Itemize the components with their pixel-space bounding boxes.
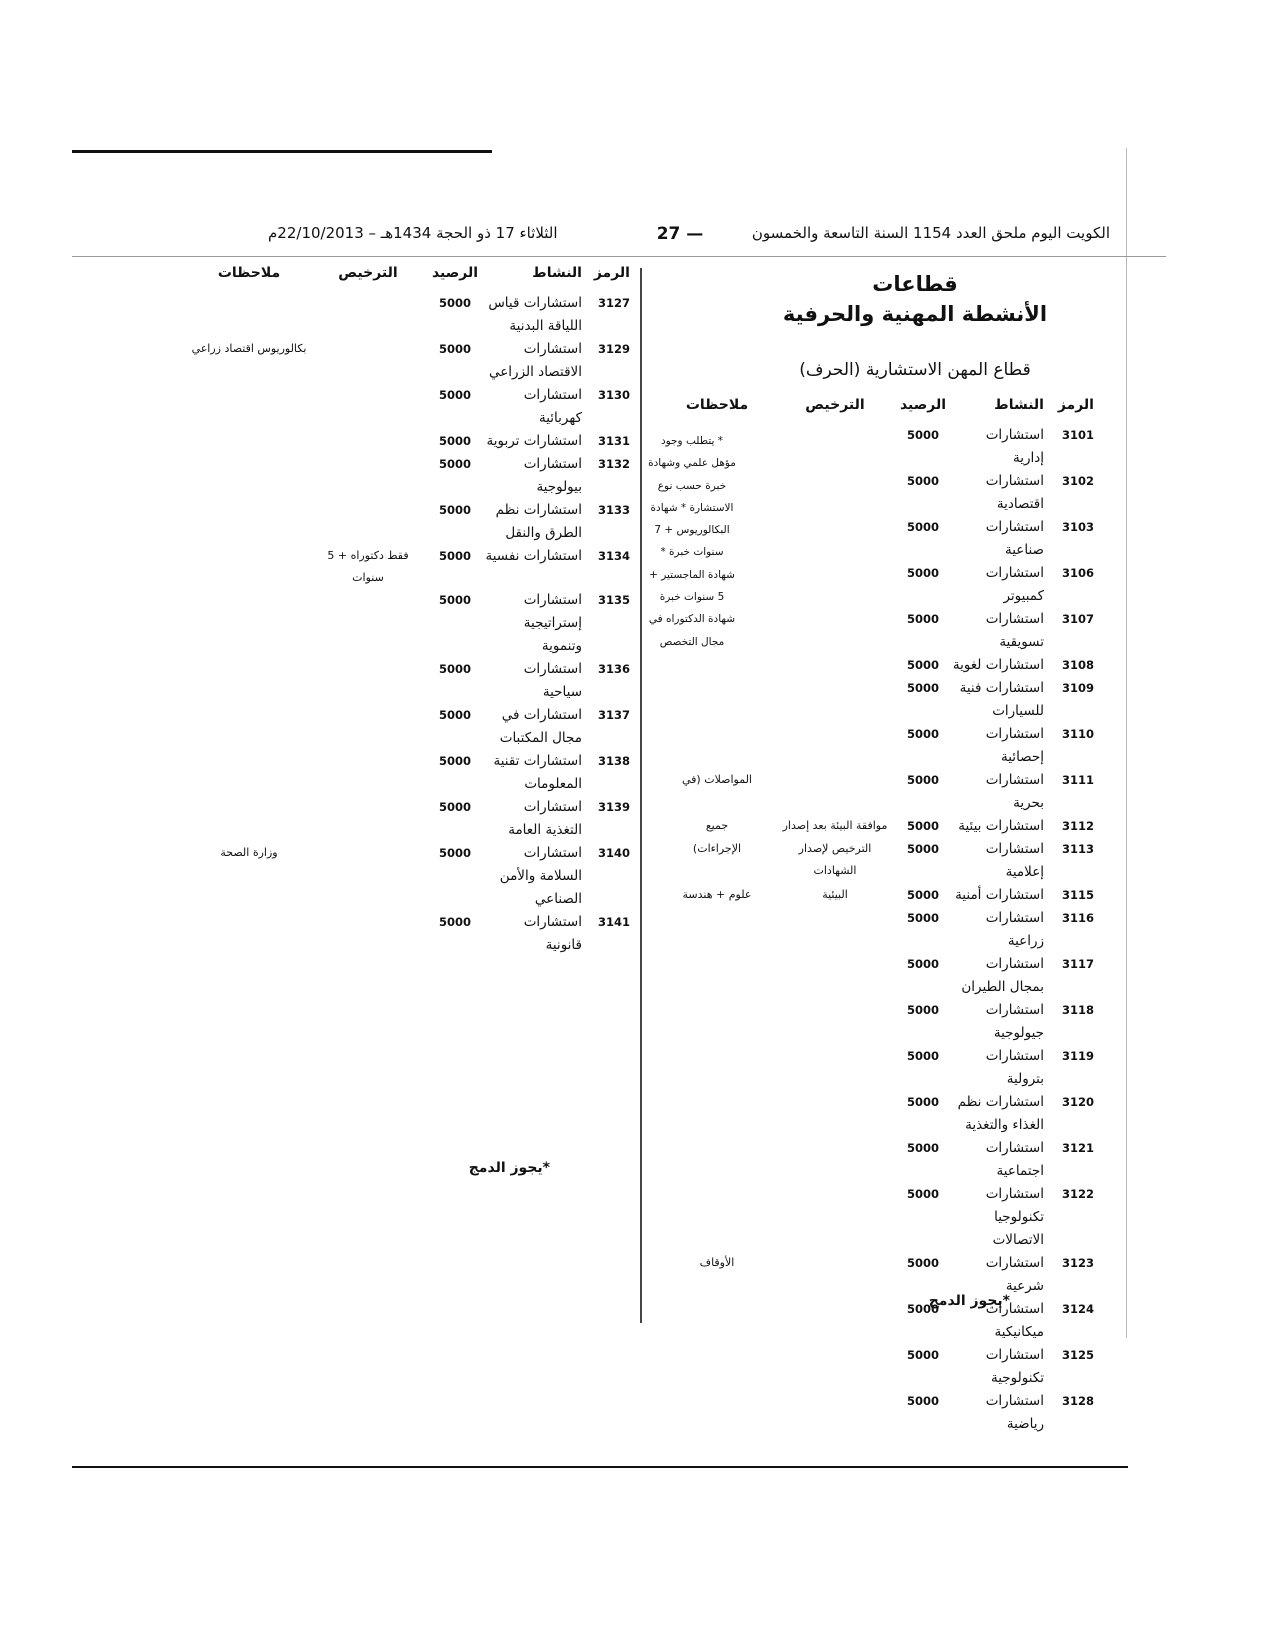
cell-licensing	[310, 292, 426, 338]
table-row	[658, 769, 1094, 815]
cell-activity: استشارات اجتماعية	[985, 1140, 1044, 1179]
cell-code: 3116	[1061, 911, 1094, 925]
cell-balance: 5000	[438, 708, 471, 722]
bottom-rule	[72, 1466, 1128, 1468]
cell-licensing	[776, 723, 894, 769]
cell-licensing	[310, 338, 426, 384]
col-activity-header: النشاط	[994, 397, 1044, 413]
cell-activity: استشارات إستراتيجية وتنموية	[523, 592, 582, 654]
cell-code: 3120	[1061, 1095, 1094, 1109]
table-row	[188, 384, 630, 430]
cell-code: 3141	[597, 915, 630, 929]
table-row	[188, 842, 630, 911]
cell-code: 3125	[1061, 1348, 1094, 1362]
cell-licensing	[776, 1390, 894, 1436]
cell-licensing	[776, 1137, 894, 1183]
cell-licensing	[776, 677, 894, 723]
cell-licensing	[776, 1045, 894, 1091]
footnote-right: *يجوز الدمج	[928, 1293, 1010, 1309]
cell-balance: 5000	[906, 520, 939, 534]
cell-licensing: الترخيص لإصدار الشهادات	[798, 842, 872, 877]
cell-code: 3112	[1061, 819, 1094, 833]
cell-remarks	[658, 1183, 776, 1252]
cell-code: 3102	[1061, 474, 1094, 488]
cell-code: 3127	[597, 296, 630, 310]
table-row	[658, 1252, 1094, 1298]
cell-code: 3133	[597, 503, 630, 517]
cell-activity: استشارات التغذية العامة	[508, 799, 582, 838]
cell-balance: 5000	[906, 1348, 939, 1362]
table-row	[658, 953, 1094, 999]
table-row	[188, 704, 630, 750]
cell-activity: استشارات كمبيوتر	[985, 565, 1044, 604]
cell-balance: 5000	[906, 1187, 939, 1201]
table-row	[188, 796, 630, 842]
cell-balance: 5000	[906, 911, 939, 925]
cell-activity: استشارات رياضية	[985, 1393, 1044, 1432]
cell-licensing	[310, 750, 426, 796]
cell-balance: 5000	[906, 819, 939, 833]
cell-licensing: موافقة البيئة بعد إصدار	[782, 819, 888, 832]
table-row	[658, 1390, 1094, 1436]
cell-activity: استشارات بيئية	[958, 818, 1044, 834]
cell-remarks	[188, 545, 310, 589]
cell-activity: استشارات بحرية	[985, 772, 1044, 811]
cell-remarks	[188, 292, 310, 338]
cell-balance: 5000	[906, 1003, 939, 1017]
cell-activity: استشارات السلامة والأمن الصناعي	[499, 845, 582, 907]
cell-activity: استشارات نظم الطرق والنقل	[495, 502, 582, 541]
cell-remarks	[658, 723, 776, 769]
cell-remarks	[188, 658, 310, 704]
cell-licensing	[310, 842, 426, 911]
cell-balance: 5000	[438, 342, 471, 356]
cell-remarks: علوم + هندسة	[682, 888, 752, 901]
cell-code: 3123	[1061, 1256, 1094, 1270]
cell-balance: 5000	[906, 612, 939, 626]
cell-activity: استشارات لغوية	[952, 657, 1044, 673]
cell-activity: استشارات قانونية	[523, 914, 582, 953]
cell-licensing	[310, 430, 426, 453]
cell-licensing	[776, 516, 894, 562]
cell-balance: 5000	[438, 549, 471, 563]
cell-code: 3138	[597, 754, 630, 768]
table-row	[188, 658, 630, 704]
cell-activity: استشارات في مجال المكتبات	[499, 707, 582, 746]
cell-activity: استشارات اقتصادية	[985, 473, 1044, 512]
cell-remarks	[188, 453, 310, 499]
cell-balance: 5000	[906, 1141, 939, 1155]
col-remarks-header: ملاحظات	[685, 397, 749, 413]
cell-remarks	[188, 796, 310, 842]
cell-licensing	[310, 704, 426, 750]
cell-remarks	[658, 1091, 776, 1137]
table-row	[658, 723, 1094, 769]
cell-code: 3130	[597, 388, 630, 402]
col-licensing-header: الترخيص	[338, 265, 398, 281]
cell-code: 3109	[1061, 681, 1094, 695]
cell-code: 3111	[1061, 773, 1094, 787]
footnote-left: *يجوز الدمج	[468, 1160, 550, 1176]
cell-remarks: بكالوريوس اقتصاد زراعي	[191, 342, 307, 355]
cell-balance: 5000	[906, 428, 939, 442]
cell-remarks	[658, 1137, 776, 1183]
table-row	[188, 338, 630, 384]
cell-licensing	[776, 999, 894, 1045]
cell-activity: استشارات شرعية	[985, 1255, 1044, 1294]
col-activity-header: النشاط	[532, 265, 582, 281]
cell-licensing: فقط دكتوراه + 5 سنوات	[327, 549, 409, 584]
cell-code: 3128	[1061, 1394, 1094, 1408]
cell-remarks: المواصلات (في	[682, 773, 752, 786]
cell-licensing	[776, 907, 894, 953]
cell-licensing	[776, 769, 894, 815]
cell-activity: استشارات تسويقية	[985, 611, 1044, 650]
cell-code: 3117	[1061, 957, 1094, 971]
cell-remarks	[188, 704, 310, 750]
cell-remarks	[188, 589, 310, 658]
cell-remarks: وزارة الصحة	[220, 846, 278, 859]
cell-activity: استشارات بمجال الطيران	[961, 956, 1044, 995]
table-row	[188, 430, 630, 453]
cell-code: 3122	[1061, 1187, 1094, 1201]
cell-remarks	[658, 999, 776, 1045]
cell-remarks	[188, 499, 310, 545]
cell-licensing	[776, 424, 894, 470]
cell-code: 3121	[1061, 1141, 1094, 1155]
cell-activity: استشارات نظم الغذاء والتغذية	[957, 1094, 1044, 1133]
cell-activity: استشارات بترولية	[985, 1048, 1044, 1087]
table-row	[658, 677, 1094, 723]
cell-remarks: الإجراءات)	[692, 842, 742, 855]
right-notes-qualifications: * يتطلب وجود مؤهل علمي وشهادة خبرة حسب نوع الاستشارة * شهادة البكالوريوس + 7 سنوات خبرة * شهادة الماجستير + 5 سنوات خبرة شهادة الدكتوراه في مجال التخصص	[648, 435, 736, 648]
cell-code: 3131	[597, 434, 630, 448]
cell-licensing	[776, 1091, 894, 1137]
cell-licensing	[776, 1252, 894, 1298]
cell-licensing	[310, 384, 426, 430]
col-balance-header: الرصيد	[431, 265, 479, 281]
cell-balance: 5000	[906, 1049, 939, 1063]
cell-licensing	[776, 1183, 894, 1252]
table-row	[658, 1137, 1094, 1183]
cell-balance: 5000	[438, 388, 471, 402]
section-title: قطاعات	[872, 272, 958, 296]
cell-activity: استشارات إعلامية	[985, 841, 1044, 880]
table-row	[658, 1045, 1094, 1091]
cell-balance: 5000	[906, 727, 939, 741]
cell-balance: 5000	[438, 662, 471, 676]
cell-licensing: البيئية	[822, 888, 848, 901]
cell-remarks	[188, 750, 310, 796]
cell-balance: 5000	[906, 474, 939, 488]
cell-balance: 5000	[906, 773, 939, 787]
cell-code: 3135	[597, 593, 630, 607]
cell-code: 3110	[1061, 727, 1094, 741]
cell-balance: 5000	[438, 593, 471, 607]
cell-remarks	[188, 384, 310, 430]
table-row	[188, 292, 630, 338]
top-rule	[72, 150, 492, 153]
cell-remarks: جميع	[705, 819, 729, 832]
cell-balance: 5000	[438, 503, 471, 517]
cell-activity: استشارات بيولوجية	[523, 456, 582, 495]
table-row	[188, 453, 630, 499]
table-row	[658, 907, 1094, 953]
cell-activity: استشارات فنية للسيارات	[959, 680, 1044, 719]
table-row	[658, 1183, 1094, 1252]
cell-activity: استشارات نفسية	[485, 548, 582, 564]
table-header-row	[658, 394, 1094, 424]
table-row	[188, 589, 630, 658]
cell-code: 3134	[597, 549, 630, 563]
table-row	[658, 815, 1094, 838]
cell-remarks	[658, 1045, 776, 1091]
cell-code: 3124	[1061, 1302, 1094, 1316]
cell-licensing	[310, 499, 426, 545]
cell-balance: 5000	[438, 800, 471, 814]
table-row	[658, 1091, 1094, 1137]
cell-licensing	[310, 911, 426, 957]
cell-activity: استشارات تقنية المعلومات	[493, 753, 582, 792]
cell-licensing	[776, 654, 894, 677]
cell-code: 3140	[597, 846, 630, 860]
cell-licensing	[776, 1344, 894, 1390]
cell-code: 3115	[1061, 888, 1094, 902]
cell-code: 3129	[597, 342, 630, 356]
cell-code: 3119	[1061, 1049, 1094, 1063]
table-row	[188, 545, 630, 589]
cell-code: 3113	[1061, 842, 1094, 856]
header-publication: الكويت اليوم ملحق العدد 1154 السنة التاسعة والخمسون	[751, 224, 1110, 242]
cell-code: 3132	[597, 457, 630, 471]
cell-balance: 5000	[438, 754, 471, 768]
activities-table-left	[188, 262, 630, 957]
table-row	[658, 1344, 1094, 1390]
cell-balance: 5000	[906, 566, 939, 580]
cell-remarks	[658, 654, 776, 677]
cell-activity: استشارات جيولوجية	[985, 1002, 1044, 1041]
cell-balance: 5000	[438, 434, 471, 448]
cell-code: 3103	[1061, 520, 1094, 534]
cell-activity: استشارات ميكانيكية	[985, 1301, 1044, 1340]
table-row	[658, 999, 1094, 1045]
cell-activity: استشارات صناعية	[985, 519, 1044, 558]
header-rule	[72, 256, 1166, 257]
table-row	[658, 838, 1094, 884]
cell-balance: 5000	[906, 1256, 939, 1270]
cell-activity: استشارات تربوية	[486, 433, 582, 449]
cell-remarks	[658, 953, 776, 999]
column-divider	[640, 268, 642, 1323]
cell-activity: استشارات تكنولوجية	[985, 1347, 1044, 1386]
cell-balance: 5000	[438, 296, 471, 310]
cell-code: 3101	[1061, 428, 1094, 442]
cell-balance: 5000	[906, 957, 939, 971]
cell-balance: 5000	[906, 1394, 939, 1408]
cell-balance: 5000	[438, 915, 471, 929]
cell-remarks	[658, 1390, 776, 1436]
col-licensing-header: الترخيص	[805, 397, 865, 413]
cell-licensing	[776, 1298, 894, 1344]
right-edge-line	[1126, 148, 1127, 1338]
table-row	[658, 884, 1094, 907]
cell-balance: 5000	[906, 1302, 939, 1316]
cell-code: 3118	[1061, 1003, 1094, 1017]
cell-balance: 5000	[438, 457, 471, 471]
col-remarks-header: ملاحظات	[217, 265, 281, 281]
cell-remarks	[658, 677, 776, 723]
col-balance-header: الرصيد	[899, 397, 947, 413]
table-header-row	[188, 262, 630, 292]
cell-licensing	[310, 658, 426, 704]
cell-licensing	[776, 608, 894, 654]
cell-licensing	[776, 470, 894, 516]
cell-remarks	[188, 911, 310, 957]
cell-balance: 5000	[438, 846, 471, 860]
section-subtitle: قطاع المهن الاستشارية (الحرف)	[799, 360, 1031, 380]
cell-balance: 5000	[906, 1095, 939, 1109]
cell-activity: استشارات إحصائية	[985, 726, 1044, 765]
cell-activity: استشارات زراعية	[985, 910, 1044, 949]
cell-balance: 5000	[906, 842, 939, 856]
cell-code: 3106	[1061, 566, 1094, 580]
cell-remarks	[658, 907, 776, 953]
cell-code: 3137	[597, 708, 630, 722]
page-number: — 27	[656, 224, 704, 244]
cell-activity: استشارات قياس اللياقة البدنية	[488, 295, 582, 334]
cell-code: 3139	[597, 800, 630, 814]
cell-activity: استشارات أمنية	[955, 887, 1044, 903]
cell-balance: 5000	[906, 888, 939, 902]
cell-code: 3136	[597, 662, 630, 676]
cell-activity: استشارات إدارية	[985, 427, 1044, 466]
cell-remarks	[188, 430, 310, 453]
cell-remarks	[658, 1298, 776, 1344]
cell-remarks: الأوقاف	[699, 1256, 735, 1269]
table-row	[188, 499, 630, 545]
col-code-header: الرمز	[1057, 397, 1094, 413]
cell-activity: استشارات الاقتصاد الزراعي	[489, 341, 582, 380]
cell-activity: استشارات تكنولوجيا الاتصالات	[985, 1186, 1044, 1248]
cell-code: 3107	[1061, 612, 1094, 626]
table-row	[188, 750, 630, 796]
col-code-header: الرمز	[593, 265, 630, 281]
section-title-line2: الأنشطة المهنية والحرفية	[782, 302, 1048, 326]
cell-balance: 5000	[906, 658, 939, 672]
cell-balance: 5000	[906, 681, 939, 695]
cell-licensing	[310, 453, 426, 499]
table-row	[658, 1298, 1094, 1344]
cell-remarks	[658, 1344, 776, 1390]
table-row	[188, 911, 630, 957]
cell-activity: استشارات سياحية	[523, 661, 582, 700]
header-date: الثلاثاء 17 ذو الحجة 1434هـ – 22/10/2013م	[268, 224, 558, 242]
cell-code: 3108	[1061, 658, 1094, 672]
cell-licensing	[776, 562, 894, 608]
cell-licensing	[776, 953, 894, 999]
cell-licensing	[310, 589, 426, 658]
cell-licensing	[310, 796, 426, 842]
table-row	[658, 654, 1094, 677]
cell-activity: استشارات كهربائية	[523, 387, 582, 426]
